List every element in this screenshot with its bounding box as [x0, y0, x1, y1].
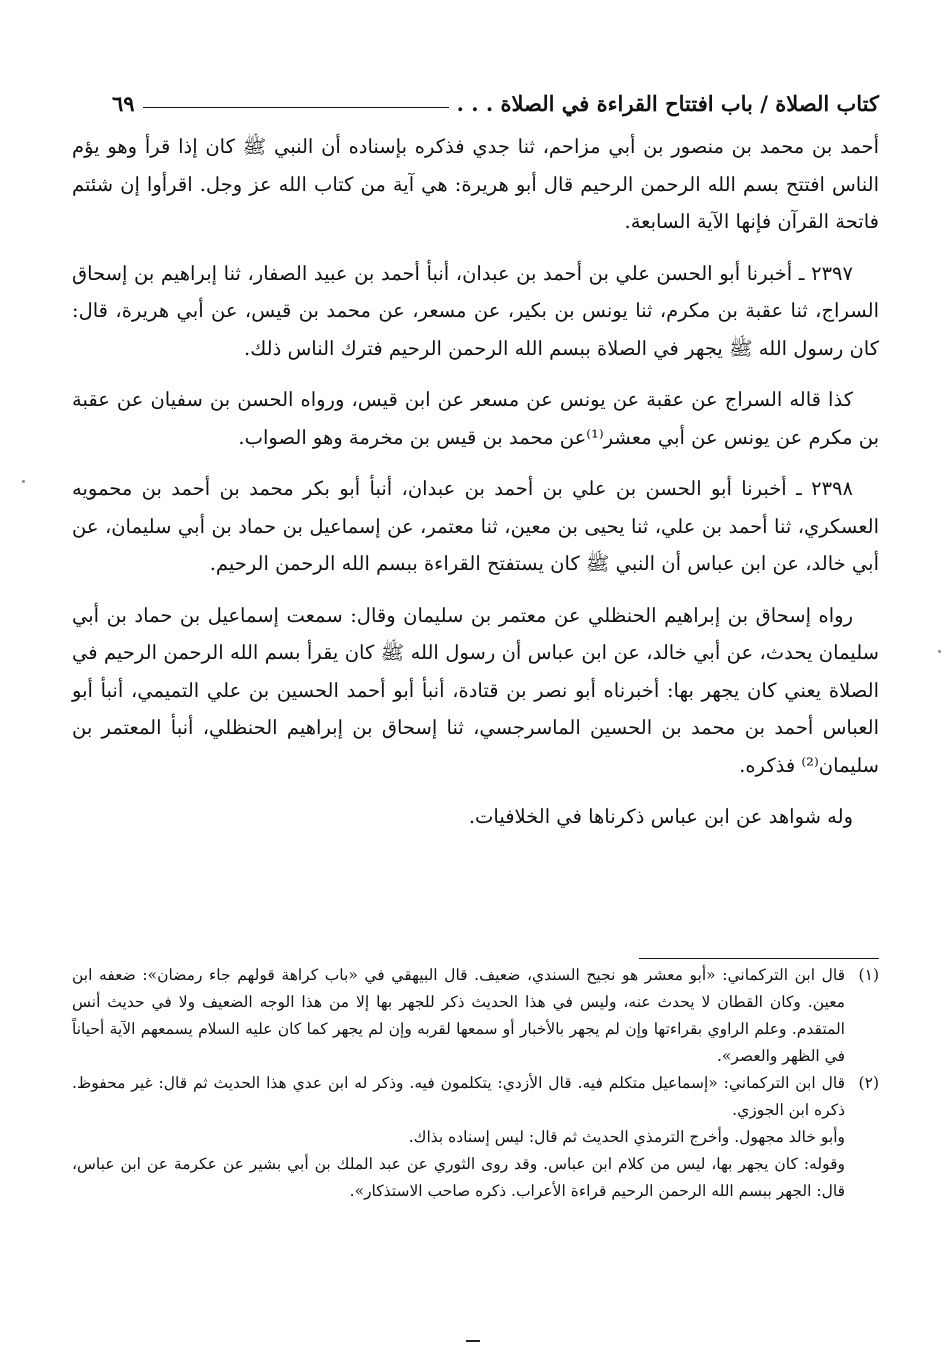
margin-speck [938, 650, 941, 653]
footnote-2 [72, 1070, 879, 1124]
footnotes [72, 962, 879, 1205]
paragraph: رواه إسحاق بن إبراهيم الحنظلي عن معتمر بن سليمان وقال: سمعت إسماعيل بن حماد بن أبي سليمان يحدث، عن أبي خالد، عن ابن عباس أن رسول الله ﷺ كان يقرأ بسم الله الرحمن الرحيم في الصلاة يعني كان يجهر بها: أخبرناه أبو نصر بن قتادة، أنبأ أبو أحمد الحسين بن علي التميمي، أنبأ أبو العباس أحمد بن محمد بن الحسين الماسرجسي، ثنا إسحاق بن إبراهيم الحنظلي، أنبأ المعتمر بن سليمان⁽²⁾ فذكره. [72, 603, 879, 777]
footnote-1 [72, 962, 879, 1070]
footnote-text: قال ابن التركماني: «إسماعيل متكلم فيه. قال الأزدي: يتكلمون فيه. وذكر له ابن عدي هذا الحديث ثم قال: غير محفوظ. ذكره ابن الجوزي. [72, 1074, 845, 1119]
hadith-2398: ٢٣٩٨ ـ أخبرنا أبو الحسن بن علي بن أحمد بن عبدان، أنبأ أبو بكر محمد بن أحمد بن محمويه العسكري، ثنا أحمد بن علي، ثنا يحيى بن معين، ثنا معتمر، عن إسماعيل بن حماد بن أبي سليمان، عن أبي خالد، عن ابن عباس أن النبي ﷺ كان يستفتح القراءة ببسم الله الرحمن الرحيم. [72, 477, 879, 575]
margin-speck [22, 480, 25, 483]
bottom-mark [466, 1340, 480, 1342]
paragraph: أحمد بن محمد بن منصور بن أبي مزاحم، ثنا جدي فذكره بإسناده أن النبي ﷺ كان إذا قرأ وهو يؤم الناس افتتح بسم الله الرحمن الرحيم قال أبو هريرة: هي آية من كتاب الله عز وجل. اقرأوا إن شئتم فاتحة القرآن فإنها الآية السابعة. [72, 135, 879, 233]
page-number: ٦٩ [112, 91, 135, 116]
footnote-separator [639, 958, 879, 959]
running-header [112, 80, 879, 116]
hadith-2397: ٢٣٩٧ ـ أخبرنا أبو الحسن علي بن أحمد بن عبدان، أنبأ أحمد بن عبيد الصفار، ثنا إبراهيم بن إسحاق السراج، ثنا عقبة بن مكرم، ثنا يونس بن بكير، عن مسعر، عن محمد بن قيس، عن أبي هريرة، قال: كان رسول الله ﷺ يجهر في الصلاة ببسم الله الرحمن الرحيم فترك الناس ذلك. [72, 261, 879, 360]
header-rule [143, 107, 449, 108]
paragraph: كذا قاله السراج عن عقبة عن يونس عن مسعر عن ابن قيس، ورواه الحسن بن سفيان عن عقبة بن مكرم عن يونس عن أبي معشر⁽¹⁾عن محمد بن قيس بن مخرمة وهو الصواب. [72, 388, 879, 449]
footnote-marker: (٢) [858, 1074, 879, 1092]
footnote-2-continuation: وقوله: كان يجهر بها، ليس من كلام ابن عباس. وقد روى الثوري عن عبد الملك بن أبي بشير عن عكرمة عن ابن عباس، قال: الجهر ببسم الله الرحمن الرحيم قراءة الأعراب. ذكره صاحب الاستذكار». [72, 1155, 845, 1200]
footnote-marker: (١) [858, 966, 879, 984]
footnote-2-continuation: وأبو خالد مجهول. وأخرج الترمذي الحديث ثم قال: ليس إسناده بذاك. [408, 1128, 845, 1146]
paragraph: وله شواهد عن ابن عباس ذكرناها في الخلافيات. [468, 805, 853, 828]
main-text [72, 128, 879, 850]
footnote-text: قال ابن التركماني: «أبو معشر هو نجيح السندي، ضعيف. قال البيهقي في «باب كراهة قولهم جاء رمضان»: ضعفه ابن معين. وكان القطان لا يحدث عنه، وليس في هذا الحديث ذكر للجهر بها إلا من هذا الوجه الضعيف ولا في حديث أنس المتقدم. وعلم الراوي بقراءتها وإن لم يجهر بالأخبار أو سمعها لقربه وإن لم يجهر كما كان عليه السلام يسمعهم الآية أحياناً في الظهر والعصر». [72, 966, 845, 1065]
chapter-title: كتاب الصلاة / باب افتتاح القراءة في الصلاة . . . [456, 91, 879, 116]
